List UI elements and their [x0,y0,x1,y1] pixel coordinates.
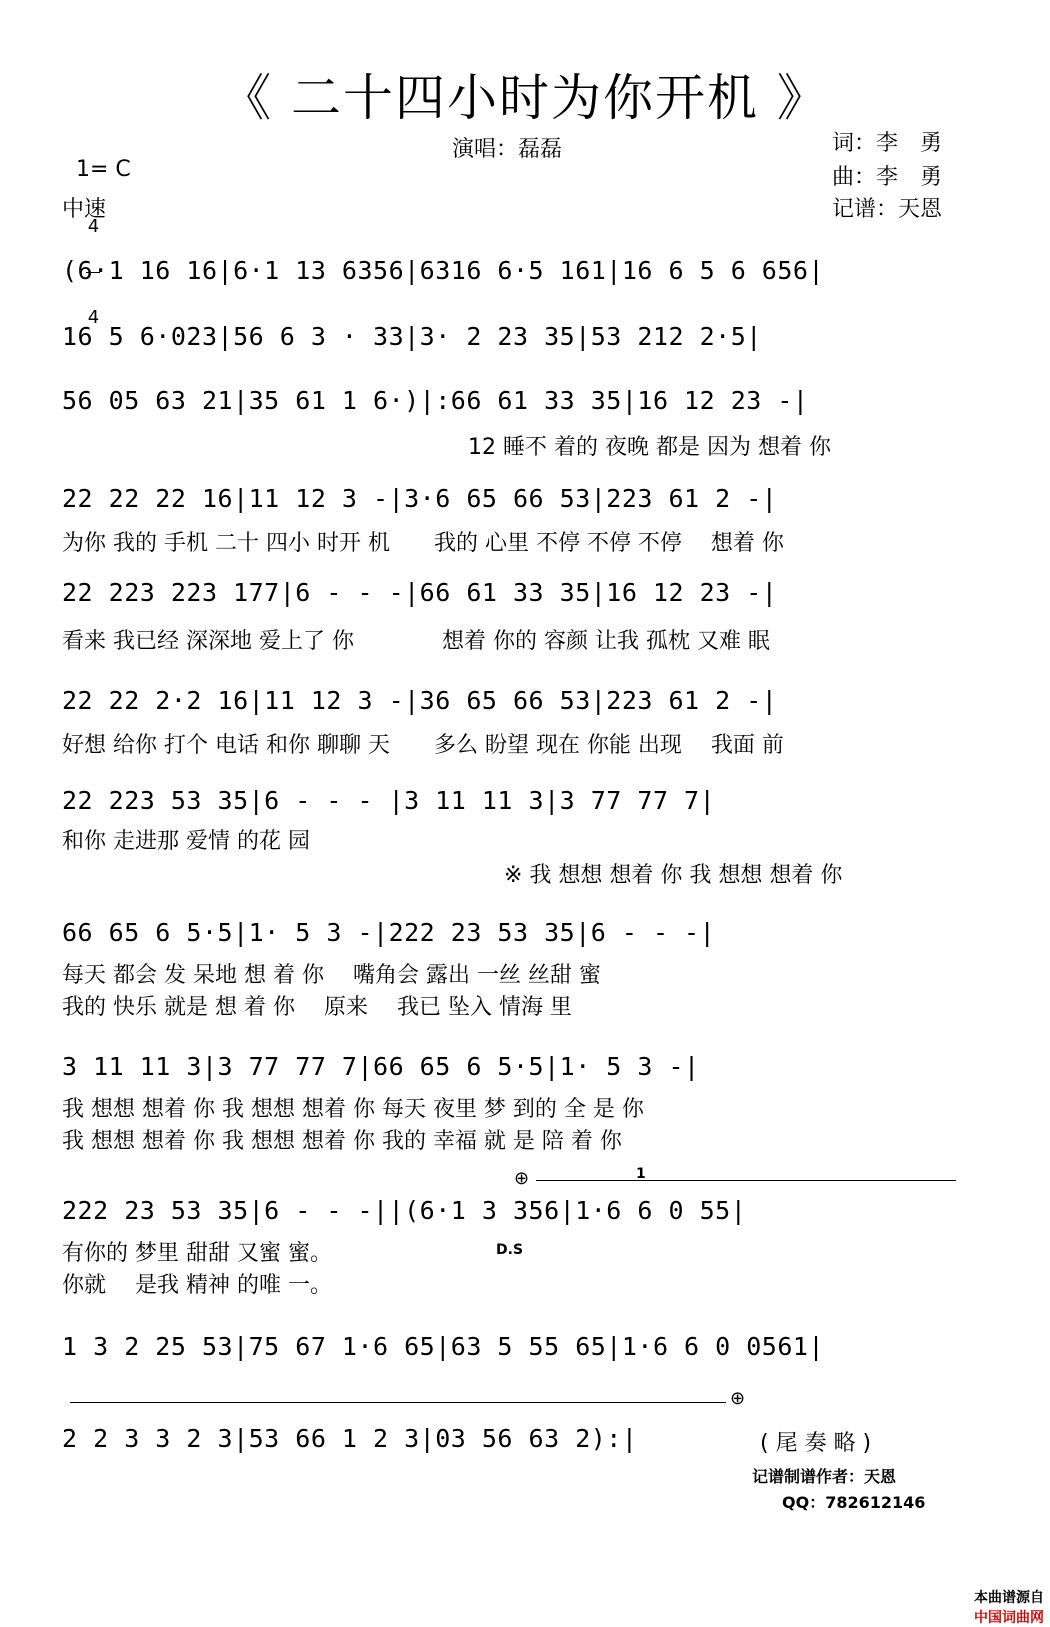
tempo: 中速 [62,197,107,222]
score-row-2: 16 5 6·023|56 6 3 · 33|3· 2 23 35|53 212 2·5| [62,322,762,351]
song-title: 《 二十四小时为你开机 》 [221,69,829,127]
source-prefix: 本曲谱源自 [974,1590,1044,1606]
score-row-9: 3 11 11 3|3 77 77 7|66 65 6 5·5|1· 5 3 -| [62,1052,700,1081]
lyric-line: 和你 走进那 爱情 的花 园 [62,829,310,854]
lyric-line: 12 睡不 着的 夜晚 都是 因为 想着 你 [468,435,831,460]
coda-sign-2: ⊕ [730,1388,746,1409]
lyric-line: 好想 给你 打个 电话 和你 聊聊 天 多么 盼望 现在 你能 出现 我面 前 [62,733,784,758]
composer: 曲：李 勇 [832,165,943,190]
ds-marker: D.S [496,1242,524,1258]
outro-note: ( 尾 奏 略 ) [760,1431,872,1456]
ending-bracket [536,1180,956,1181]
footer-qq: QQ：782612146 [782,1493,926,1512]
score-row-11: 1 3 2 25 53|75 67 1·6 65|63 5 55 65|1·6 6 0 0561| [62,1332,825,1361]
key-label: 1= C [76,157,131,182]
score-row-1: (6·1 16 16|6·1 13 6356|6316 6·5 161|16 6 5 6 656| [62,256,825,285]
score-row-8: 66 65 6 5·5|1· 5 3 -|222 23 53 35|6 - - -| [62,918,716,947]
lyric-line: 我 想想 想着 你 我 想想 想着 你 我的 幸福 就 是 陪 着 你 [62,1129,622,1154]
time-top: 4 [87,216,100,237]
score-row-10: 222 23 53 35|6 - - -||(6·1 3 356|1·6 6 0 55| [62,1196,747,1225]
lyric-line: 看来 我已经 深深地 爱上了 你 想着 你的 容颜 让我 孤枕 又难 眠 [62,629,770,654]
transcriber: 记谱：天恩 [832,197,943,222]
lyric-line: 每天 都会 发 呆地 想 着 你 嘴角会 露出 一丝 丝甜 蜜 [62,963,601,988]
lyric-line: 我 想想 想着 你 我 想想 想着 你 每天 夜里 梦 到的 全 是 你 [62,1097,644,1122]
score-row-3: 56 05 63 21|35 61 1 6·)|:66 61 33 35|16 12 23 -| [62,386,809,415]
coda-line [70,1402,726,1403]
score-row-7: 22 223 53 35|6 - - - |3 11 11 3|3 77 77 7| [62,786,716,815]
source-credit [964,1571,1044,1627]
ending-number: 1 [636,1166,646,1182]
score-row-5: 22 223 223 177|6 - - -|66 61 33 35|16 12 23 -| [62,578,778,607]
score-row-6: 22 22 2·2 16|11 12 3 -|36 65 66 53|223 61 2 -| [62,686,778,715]
lyric-line: ※ 我 想想 想着 你 我 想想 想着 你 [504,863,843,888]
source-site: 中国词曲网 [974,1610,1044,1626]
lyric-line: 你就 是我 精神 的唯 一。 [62,1273,332,1298]
score-row-12: 2 2 3 3 2 3|53 66 1 2 3|03 56 63 2):| [62,1424,638,1453]
lyric-line: 有你的 梦里 甜甜 又蜜 蜜。 [62,1241,332,1266]
score-row-4: 22 22 22 16|11 12 3 -|3·6 65 66 53|223 61 2 -| [62,484,778,513]
lyric-line: 我的 快乐 就是 想 着 你 原来 我已 坠入 情海 里 [62,995,572,1020]
time-bottom: 4 [87,307,100,328]
singer: 演唱：磊磊 [452,137,563,162]
footer-author: 记谱制谱作者：天恩 [752,1467,897,1486]
lyric-line: 为你 我的 手机 二十 四小 时开 机 我的 心里 不停 不停 不停 想着 你 [62,531,784,556]
lyricist: 词：李 勇 [832,131,943,156]
coda-sign: ⊕ [514,1168,530,1189]
